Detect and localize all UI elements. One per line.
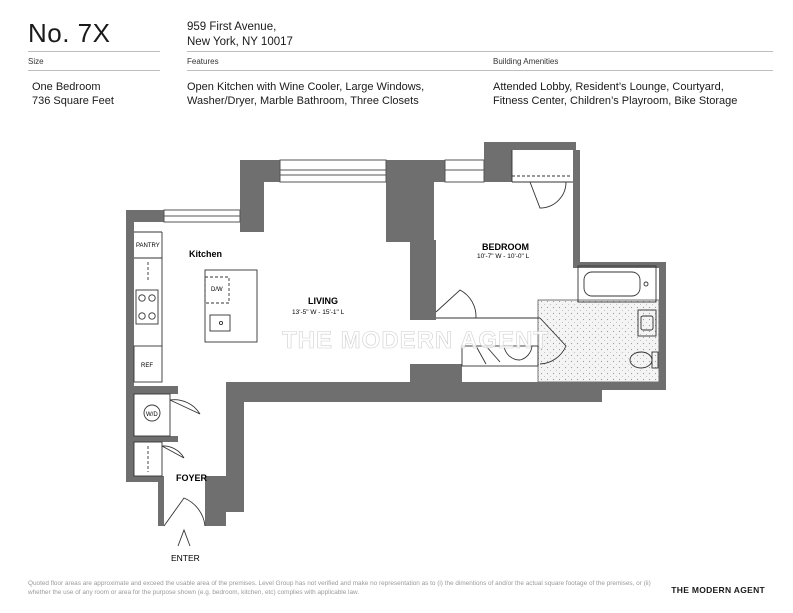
features-line-1: Open Kitchen with Wine Cooler, Large Windows,	[187, 81, 425, 93]
disclaimer: Quoted floor areas are approximate and exceed the usable area of the premises. Level Group has not verified and make no representation as to (i) the dimentions of and/or the actual square footage of the premises, or (ii) whether the use of any room or area for the purpose shown (e.g. bedroom, kitchen, etc) complies with applicable law.	[28, 580, 651, 596]
address-line-2: New York, NY 10017	[187, 36, 293, 48]
living-dimensions: 13'-5" W - 15'-1" L	[292, 309, 345, 316]
kitchen-label: Kitchen	[189, 249, 223, 259]
dishwasher-label: D/W	[211, 287, 223, 293]
refrigerator-label: REF	[141, 363, 153, 369]
size-area: 736 Square Feet	[32, 95, 114, 107]
features-header: Features	[187, 57, 219, 66]
amenities-line-2: Fitness Center, Children’s Playroom, Bike Storage	[493, 95, 738, 107]
washer-dryer-label: W/D	[146, 412, 158, 418]
features-line-2: Washer/Dryer, Marble Bathroom, Three Closets	[187, 95, 419, 107]
pantry-label: PANTRY	[136, 243, 160, 249]
unit-number: No. 7X	[28, 18, 111, 48]
size-header: Size	[28, 57, 44, 66]
bedroom-dimensions: 10'-7" W - 10'-0" L	[477, 253, 530, 260]
bedroom-label: BEDROOM	[482, 242, 529, 252]
foyer-label: FOYER	[176, 473, 208, 483]
amenities-line-1: Attended Lobby, Resident’s Lounge, Courtyard,	[493, 81, 724, 93]
living-label: LIVING	[308, 296, 339, 306]
enter-label: ENTER	[171, 553, 200, 563]
watermark: THE MODERN AGENT	[282, 327, 550, 354]
size-bedrooms: One Bedroom	[32, 81, 101, 93]
bathroom-floor	[538, 300, 659, 382]
address-line-1: 959 First Avenue,	[187, 21, 277, 33]
amenities-header: Building Amenities	[493, 57, 559, 66]
brand-logo: THE MODERN AGENT	[671, 585, 765, 595]
